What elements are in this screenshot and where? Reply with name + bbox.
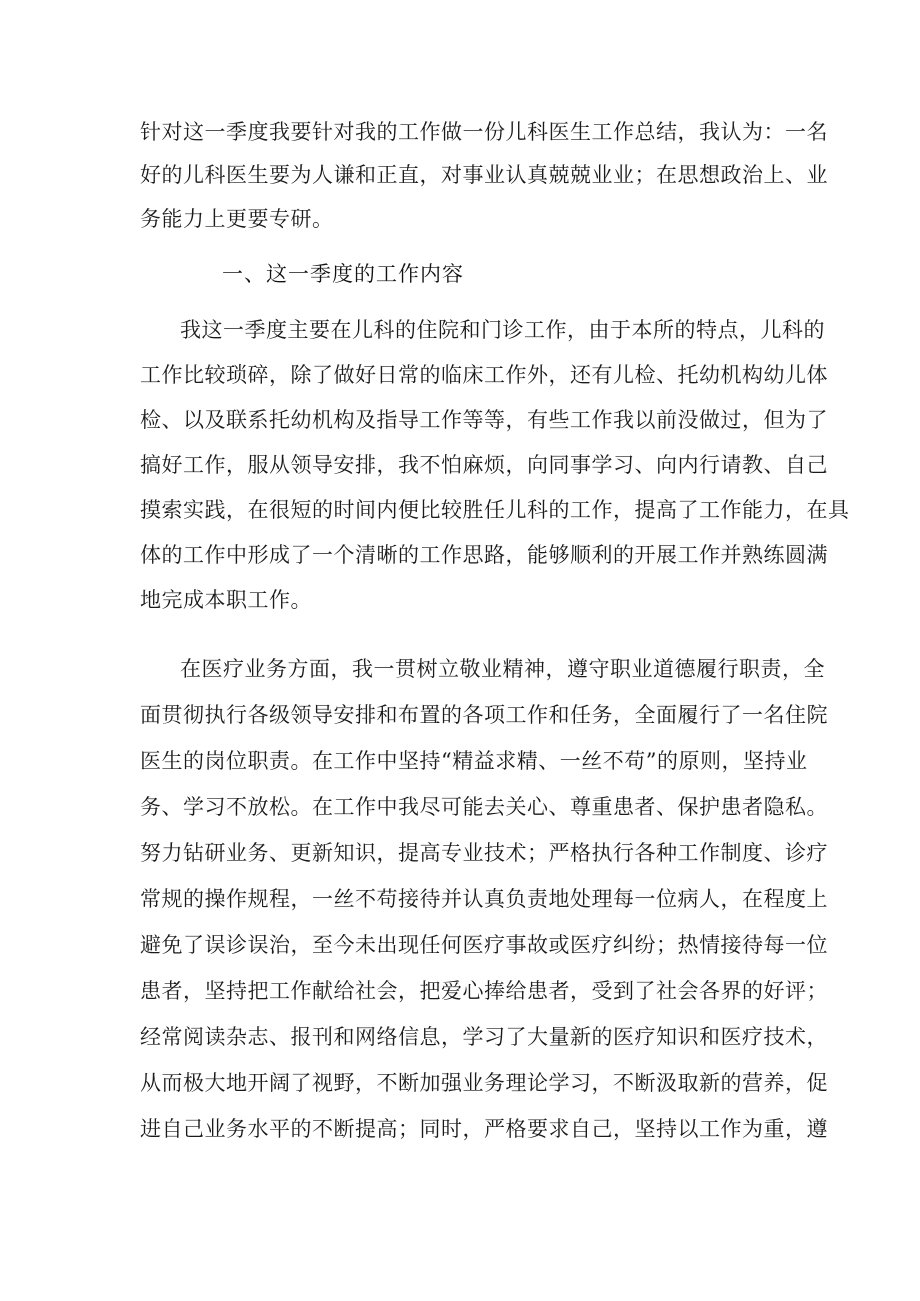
paragraph-2-line-7: 地完成本职工作。 [140,588,312,612]
paragraph-3-line-3: 医生的岗位职责。在工作中坚持“精益求精、一丝不苟”的原则，坚持业 [140,749,808,773]
paragraph-3-line-2: 面贯彻执行各级领导安排和布置的各项工作和任务，全面履行了一名住院 [140,703,828,727]
paragraph-3-line-1: 在医疗业务方面，我一贯树立敬业精神，遵守职业道德履行职责，全 [180,657,825,681]
paragraph-1-line-3: 务能力上更要专研。 [140,207,334,231]
paragraph-3-line-11: 进自己业务水平的不断提高；同时，严格要求自己，坚持以工作为重，遵 [140,1117,828,1141]
paragraph-3-line-4: 务、学习不放松。在工作中我尽可能去关心、尊重患者、保护患者隐私。 [140,795,828,819]
paragraph-3-line-8: 患者，坚持把工作献给社会，把爱心捧给患者，受到了社会各界的好评； [140,979,828,1003]
paragraph-2-line-3: 检、以及联系托幼机构及指导工作等等，有些工作我以前没做过，但为了 [140,408,828,432]
paragraph-2-line-5: 摸索实践，在很短的时间内便比较胜任儿科的工作，提高了工作能力，在具 [140,498,850,522]
paragraph-2-line-4: 搞好工作，服从领导安排，我不怕麻烦，向同事学习、向内行请教、自己 [140,453,828,477]
paragraph-3-line-5: 努力钻研业务、更新知识，提高专业技术；严格执行各种工作制度、诊疗 [140,841,828,865]
section-heading: 一、这一季度的工作内容 [222,262,464,286]
paragraph-2-line-1: 我这一季度主要在儿科的住院和门诊工作，由于本所的特点，儿科的 [180,318,825,342]
paragraph-3-line-9: 经常阅读杂志、报刊和网络信息，学习了大量新的医疗知识和医疗技术， [140,1025,828,1049]
paragraph-2-line-6: 体的工作中形成了一个清晰的工作思路，能够顺利的开展工作并熟练圆满 [140,543,828,567]
paragraph-3-line-10: 从而极大地开阔了视野，不断加强业务理论学习，不断汲取新的营养，促 [140,1071,828,1095]
paragraph-3-line-7: 避免了误诊误治，至今未出现任何医疗事故或医疗纠纷；热情接待每一位 [140,933,828,957]
paragraph-1-line-2: 好的儿科医生要为人谦和正直，对事业认真兢兢业业；在思想政治上、业 [140,163,828,187]
paragraph-3-line-6: 常规的操作规程，一丝不苟接待并认真负责地处理每一位病人，在程度上 [140,887,828,911]
paragraph-1-line-1: 针对这一季度我要针对我的工作做一份儿科医生工作总结，我认为：一名 [140,120,828,144]
paragraph-2-line-2: 工作比较琐碎，除了做好日常的临床工作外，还有儿检、托幼机构幼儿体 [140,363,828,387]
